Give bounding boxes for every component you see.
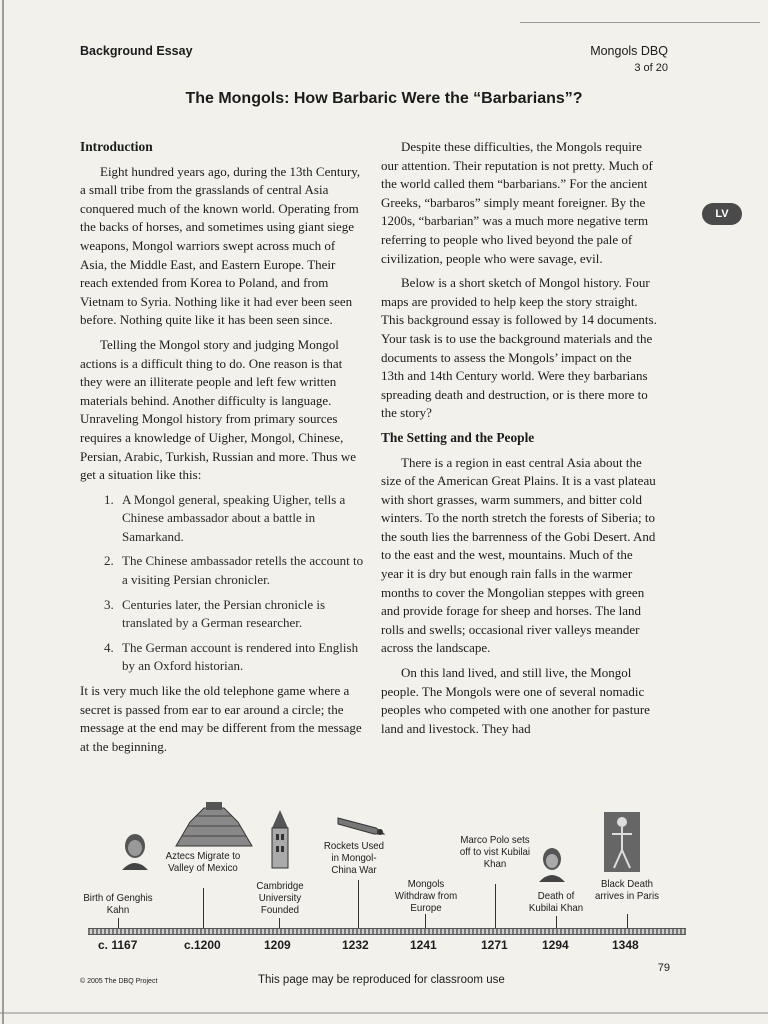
- list-text: A Mongol general, speaking Uigher, tells a Chinese ambassador about a battle in Samarkand.: [122, 491, 346, 544]
- genghis-portrait-icon: [118, 832, 152, 870]
- timeline-year: 1232: [342, 938, 369, 952]
- timeline-tick: [279, 918, 280, 928]
- paragraph: Telling the Mongol story and judging Mongol actions is a difficult thing to do. One reason is that they were an illiterate people and left few written materials behind. Another difficulty is language. Unraveling Mongol history from primary sources requires a knowledge of Uigher, Mongol, Chinese, Persian, Arabic, Turkish, Russian and more. Thus we get a situation like this:: [80, 336, 356, 483]
- list-number: 3.: [104, 596, 114, 612]
- header-page-count: 3 of 20: [634, 62, 668, 74]
- introduction-heading: Introduction: [80, 139, 153, 154]
- timeline-tick: [358, 880, 359, 928]
- list-item: [100, 596, 364, 633]
- right-column: [381, 138, 657, 744]
- list-item: [100, 552, 364, 589]
- timeline-label-rockets: Rockets Used in Mongol-China War: [323, 840, 385, 876]
- timeline-label-genghis: Birth of Genghis Kahn: [83, 892, 153, 916]
- timeline-year: c.1200: [184, 938, 221, 952]
- copyright: © 2005 The DBQ Project: [80, 978, 158, 985]
- timeline-label-kubilai-death: Death of Kubilai Khan: [528, 890, 584, 914]
- list-item: [100, 491, 364, 547]
- list-text: The German account is rendered into English by an Oxford historian.: [122, 639, 359, 674]
- rocket-icon: [336, 812, 388, 840]
- timeline-tick: [627, 914, 628, 928]
- timeline-year: 1294: [542, 938, 569, 952]
- paragraph: There is a region in east central Asia about the size of the American Great Plains. It is a vast plateau with short grasses, warm summers, and bitter cold winters. To the north stretch the forests of Siberia; to the south lies the barrenness of the Gobi Desert. And to the east and the west, mountains. Much of the year it is dry but enough rain falls in the warmer months to cover the Mongolian steppes with green and provide forage for sheep and horses. The land rolls and swells; occasional river valleys meander across the landscape.: [381, 454, 656, 656]
- page-number: 79: [657, 962, 670, 974]
- skeleton-icon: [604, 812, 640, 872]
- cambridge-tower-icon: [266, 810, 294, 870]
- paragraph: It is very much like the old telephone game where a secret is passed from ear to ear around a circle; the message at the end may be different from the message at the beginning.: [80, 683, 362, 754]
- timeline-year: 1348: [612, 938, 639, 952]
- timeline-year: c. 1167: [98, 938, 138, 952]
- timeline-tick: [118, 918, 119, 928]
- header-unit-title: Mongols DBQ: [590, 44, 668, 58]
- scan-edge: [2, 0, 4, 1024]
- aztec-pyramid-icon: [172, 802, 256, 848]
- timeline-label-mongols-withdraw: Mongols Withdraw from Europe: [394, 878, 458, 914]
- list-number: 4.: [104, 639, 114, 655]
- list-number: 1.: [104, 491, 114, 507]
- timeline-tick: [495, 884, 496, 928]
- timeline-year: 1209: [264, 938, 291, 952]
- lv-badge: LV: [702, 203, 742, 225]
- list-text: Centuries later, the Persian chronicle is translated by a German researcher.: [122, 596, 326, 631]
- timeline-tick: [203, 888, 204, 928]
- paragraph: Despite these difficulties, the Mongols require our attention. Their reputation is not pretty. Much of the world called them “barbarians.” For the ancient Greeks, “barbaros” simply meant foreigner. By the 1200s, “barbarian” was a much more negative term referring to people who lived beyond the pale of civilization, people who were savage, evil.: [381, 139, 653, 266]
- paragraph: Below is a short sketch of Mongol history. Four maps are provided to help keep the story straight. This background essay is followed by 14 documents. Your task is to use the background materials and the documents to assess the Mongols’ impact on the 13th and 14th Century world. Were they barbarians spreading death and destruction, or is there more to the story?: [381, 275, 657, 421]
- list-number: 2.: [104, 553, 114, 569]
- timeline-year: 1241: [410, 938, 437, 952]
- timeline-tick: [556, 916, 557, 928]
- paragraph: Eight hundred years ago, during the 13th Century, a small tribe from the grasslands of central Asia conquered much of the known world. Operating from the backs of horses, and sometimes using giant siege weapons, Mongol warriors swept across much of Asia, the Middle East, and Eastern Europe. Their reach extended from Korea to Poland, and from Vietnam to Syria. Nothing like it had ever been seen before. Nothing quite like it has been seen since.: [80, 163, 361, 328]
- left-column: [80, 138, 364, 762]
- header-section-label: Background Essay: [80, 44, 193, 58]
- timeline-label-aztecs: Aztecs Migrate to Valley of Mexico: [165, 850, 241, 874]
- reproduction-note: This page may be reproduced for classroom use: [258, 974, 505, 986]
- timeline-label-black-death: Black Death arrives in Paris: [595, 878, 659, 902]
- timeline-label-cambridge: Cambridge University Founded: [256, 880, 304, 916]
- timeline-year: 1271: [481, 938, 508, 952]
- kubilai-portrait-icon: [536, 846, 568, 882]
- page-title: The Mongols: How Barbaric Were the “Barbarians”?: [185, 90, 583, 107]
- timeline-label-marco-polo: Marco Polo sets off to vist Kubilai Khan: [459, 834, 531, 870]
- scan-bottom-edge: [0, 1012, 768, 1014]
- timeline-tick: [425, 914, 426, 928]
- timeline-bar: [88, 928, 686, 935]
- setting-heading: The Setting and the People: [381, 429, 535, 445]
- list-item: [100, 639, 364, 676]
- numbered-list: [100, 491, 364, 676]
- top-rule: [520, 22, 760, 23]
- list-text: The Chinese ambassador retells the account to a visiting Persian chronicler.: [122, 553, 364, 588]
- paragraph: On this land lived, and still live, the Mongol people. The Mongols were one of several nomadic peoples who competed with one another for pasture land and livestock. They had: [381, 665, 650, 736]
